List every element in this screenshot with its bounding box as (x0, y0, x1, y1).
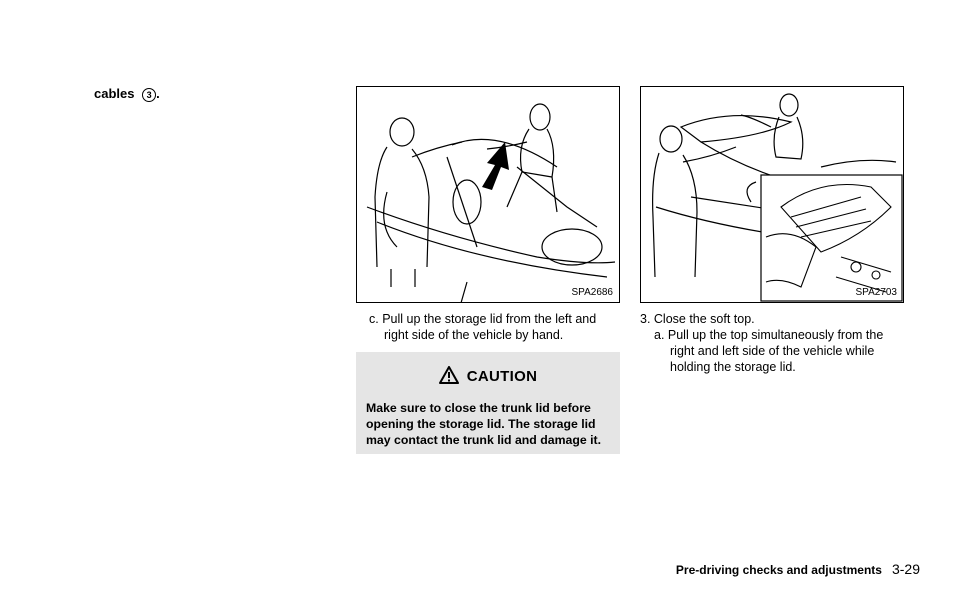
step-3-section (640, 311, 910, 375)
figure-label: SPA2703 (855, 287, 897, 298)
callout-marker: 3 (142, 88, 156, 102)
caution-line-2: opening the storage lid. The storage lid (366, 417, 596, 431)
step-3a-line-3: holding the storage lid. (670, 360, 796, 374)
storage-lid-drawing (357, 87, 619, 302)
step-c-line-2: right side of the vehicle by hand. (384, 328, 564, 342)
caution-line-1: Make sure to close the trunk lid before (366, 401, 591, 415)
soft-top-drawing (641, 87, 903, 302)
figure-label: SPA2686 (571, 287, 613, 298)
page-footer (676, 561, 920, 577)
caution-text (366, 400, 612, 448)
caution-box (356, 352, 620, 454)
step-3a-line-2: right and left side of the vehicle while (670, 344, 875, 358)
warning-icon (439, 366, 459, 384)
page-number: 3-29 (891, 561, 920, 577)
section-title: Pre-driving checks and adjustments (675, 563, 882, 577)
caution-line-3: may contact the trunk lid and damage it. (366, 433, 602, 447)
caution-title: CAUTION (466, 368, 538, 385)
cables-text: cables (94, 86, 135, 101)
figure-storage-lid-illustration (356, 86, 620, 303)
step-c-text (369, 311, 619, 343)
step-c-line-1: c. Pull up the storage lid from the left and (369, 312, 597, 326)
caution-heading (356, 366, 620, 385)
figure-soft-top-illustration (640, 86, 904, 303)
up-arrow-icon (482, 142, 509, 190)
step-3a-line-1: a. Pull up the top simultaneously from the (654, 328, 884, 342)
detail-inset (761, 175, 902, 301)
step-3-heading: 3. Close the soft top. (640, 312, 755, 326)
period: . (156, 86, 160, 101)
step-b-continuation (94, 86, 160, 102)
